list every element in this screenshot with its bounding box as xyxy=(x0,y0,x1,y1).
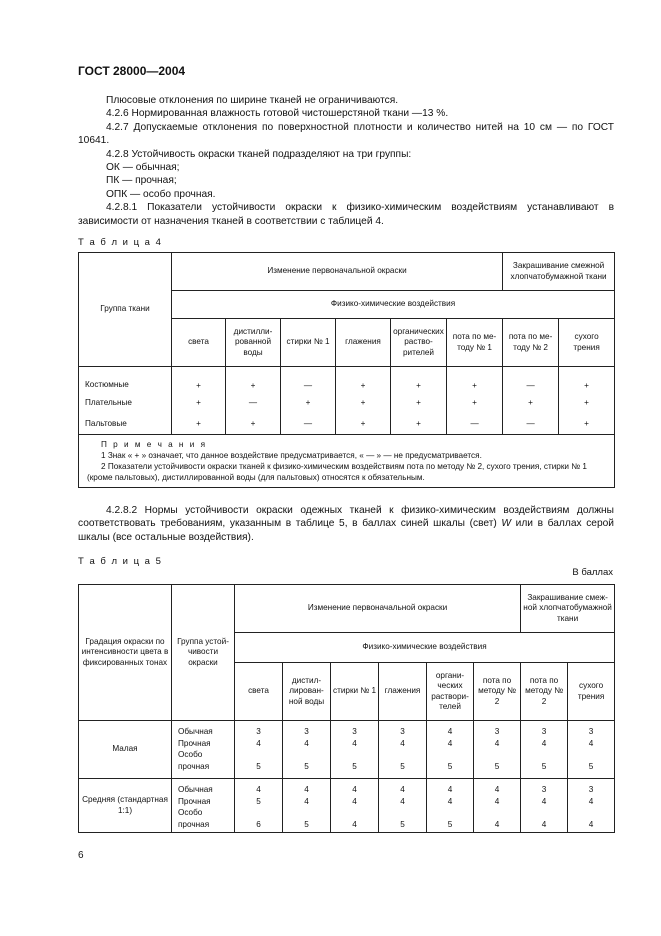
value: 4 xyxy=(447,785,453,794)
table4-cell: + xyxy=(172,367,226,393)
value: 4 xyxy=(494,819,500,829)
table4-cell: + xyxy=(226,414,281,435)
table4-col-header: органических растворителей xyxy=(391,319,447,367)
paragraph-4282 xyxy=(78,504,614,544)
value xyxy=(523,750,565,762)
value: 5 xyxy=(352,761,357,771)
value: 4 xyxy=(588,796,594,806)
table4-cell: — xyxy=(503,414,559,435)
table5-cell xyxy=(331,721,379,779)
table5-cell xyxy=(474,721,521,779)
value: 5 xyxy=(400,761,405,771)
group-label: прочная xyxy=(178,819,210,829)
table5-cell xyxy=(521,779,568,833)
paragraph: ОПК — особо прочная. xyxy=(106,188,216,200)
table5-cell xyxy=(235,779,283,833)
table4-cell: + xyxy=(172,393,226,414)
value: 5 xyxy=(447,761,453,771)
note: 2 Показатели устойчивости окраски тканей к физико-химическим воздействиям пота по методу № 2, сухого трения, стирки № 1 (кроме пальтовых), дистиллированной воды (для пальтовых) относятся к обязательным. xyxy=(87,462,587,482)
paragraph: Плюсовые отклонения по ширине тканей не ограничиваются. xyxy=(106,95,399,106)
table4-cell: + xyxy=(336,414,391,435)
value: 4 xyxy=(400,785,405,794)
table5-cell xyxy=(427,721,474,779)
table4-cell: + xyxy=(559,414,615,435)
value xyxy=(237,808,280,820)
note: 1 Знак « + » означает, что данное воздействие предусматривается, « — » — не предусматривается. xyxy=(101,451,482,460)
table-row xyxy=(79,393,615,414)
value: 4 xyxy=(588,819,594,829)
value: 3 xyxy=(256,727,261,736)
table4-phys-header: Физико-химические воздействия xyxy=(172,291,615,319)
table4-row-name: Пальтовые xyxy=(79,414,172,435)
table5-cell xyxy=(427,779,474,833)
table4-change-header: Изменение первоначальной окраски xyxy=(172,253,503,291)
table5-cell xyxy=(568,721,615,779)
table4-cell: + xyxy=(447,393,503,414)
table4-col-header: глажения xyxy=(336,319,391,367)
table4-group-header: Группа ткани xyxy=(79,253,172,367)
table5-cell xyxy=(568,779,615,833)
table4-cell: + xyxy=(391,367,447,393)
table5-change-header: Изменение первоначальной окраски xyxy=(235,585,521,633)
value: 4 xyxy=(541,738,547,748)
table4-cell: + xyxy=(391,393,447,414)
table5-col-header: сухого трения xyxy=(568,663,615,721)
group-label: Особо xyxy=(178,750,203,759)
value: 4 xyxy=(352,819,357,829)
value: 3 xyxy=(400,727,405,736)
paragraph-text: или в баллах серой шкалы (все остальные воздействия). xyxy=(78,518,615,543)
table5-groups xyxy=(172,721,235,779)
table5-cell xyxy=(283,721,331,779)
group-label: Обычная xyxy=(178,785,213,794)
table5-units: В баллах xyxy=(572,567,613,578)
value: 4 xyxy=(304,738,309,748)
value: 5 xyxy=(304,819,309,829)
value: 4 xyxy=(352,785,357,794)
table5-cell xyxy=(521,721,568,779)
table5-cell xyxy=(379,721,427,779)
value: 4 xyxy=(588,738,594,748)
value xyxy=(381,750,424,762)
table4-cell: + xyxy=(336,393,391,414)
value: 4 xyxy=(494,738,500,748)
table4-cell: + xyxy=(172,414,226,435)
table5-stain-header: Закрашивание смежной хлопчатобумажной ткани xyxy=(521,585,615,633)
page-number: 6 xyxy=(78,850,84,861)
table4-cell: — xyxy=(281,367,336,393)
value xyxy=(237,750,280,762)
notes-title: П р и м е ч а н и я xyxy=(101,440,208,449)
table4-cell: + xyxy=(559,393,615,414)
value: 4 xyxy=(400,796,405,806)
value xyxy=(429,750,471,762)
table4-cell: — xyxy=(503,367,559,393)
table5-cell xyxy=(474,779,521,833)
group-label: Прочная xyxy=(178,738,211,748)
table4-cell: + xyxy=(391,414,447,435)
value: 4 xyxy=(304,796,309,806)
value: 5 xyxy=(447,819,453,829)
table4-stain-header: Закрашивание смежной хлопчатобумажной ткани xyxy=(503,253,615,291)
paragraph: 4.2.8.1 Показатели устойчивости окраски к физико-химическим воздействиям устанавливают в зависимости от назначения тканей в соответствии с таблицей 4. xyxy=(78,202,614,227)
table4-cell: + xyxy=(226,367,281,393)
value: 3 xyxy=(352,727,357,736)
paragraph: 4.2.8 Устойчивость окраски тканей подразделяют на три группы: xyxy=(106,148,412,160)
table4-cell: + xyxy=(503,393,559,414)
value xyxy=(570,750,612,762)
table4-cell: + xyxy=(559,367,615,393)
table-row xyxy=(79,367,615,393)
table4-col-header: стирки № 1 xyxy=(281,319,336,367)
table5-gradation-header: Градация окраски по интенсивности цвета в фиксированных тонах xyxy=(79,585,172,721)
group-label: Прочная xyxy=(178,796,211,806)
value: 5 xyxy=(494,761,500,771)
value xyxy=(523,808,565,820)
table4 xyxy=(78,252,615,488)
value xyxy=(429,808,471,820)
table4-row-name: Плательные xyxy=(79,393,172,414)
group-label: прочная xyxy=(178,761,210,771)
value: 5 xyxy=(541,761,547,771)
value xyxy=(381,808,424,820)
table4-col-header: пота по методу № 1 xyxy=(447,319,503,367)
table4-cell: — xyxy=(281,414,336,435)
paragraph: 4.2.7 Допускаемые отклонения по поверхностной плотности и количество нитей на 10 см — по ГОСТ 10641. xyxy=(78,121,614,147)
value: 6 xyxy=(256,819,261,829)
table4-cell: + xyxy=(447,367,503,393)
paragraph: 4.2.6 Нормированная влажность готовой чистошерстяной ткани —13 %. xyxy=(106,108,449,120)
table-row xyxy=(79,721,615,779)
value: 4 xyxy=(447,796,453,806)
paragraph: ПК — прочная; xyxy=(106,175,177,187)
table-row xyxy=(79,414,615,435)
table4-notes xyxy=(79,435,615,488)
paragraph-symbol: W xyxy=(501,518,512,530)
table5-gradation: Средняя (стандартная 1:1) xyxy=(79,779,172,833)
table4-cell: — xyxy=(447,414,503,435)
table5-cell xyxy=(283,779,331,833)
table5-col-header: стирки № 1 xyxy=(331,663,379,721)
value: 4 xyxy=(494,785,500,794)
value: 4 xyxy=(304,785,309,794)
group-label: Особо xyxy=(178,808,203,817)
value xyxy=(285,750,328,762)
value: 5 xyxy=(304,761,309,771)
value: 3 xyxy=(588,727,594,736)
value: 4 xyxy=(447,727,453,736)
value: 3 xyxy=(304,727,309,736)
table4-col-header: сухого трения xyxy=(559,319,615,367)
value: 3 xyxy=(494,727,500,736)
value: 5 xyxy=(588,761,594,771)
value xyxy=(333,808,376,820)
value: 3 xyxy=(541,785,547,794)
value xyxy=(285,808,328,820)
table4-row-name: Костюмные xyxy=(79,367,172,393)
paragraph: ОК — обычная; xyxy=(106,162,180,174)
table5-groups xyxy=(172,779,235,833)
value: 5 xyxy=(400,819,405,829)
table5-col-header: пота по методу № 2 xyxy=(521,663,568,721)
table5-col-header: органических растворителей xyxy=(427,663,474,721)
value: 4 xyxy=(352,796,357,806)
value: 4 xyxy=(541,819,547,829)
value xyxy=(570,808,612,820)
table4-cell: — xyxy=(226,393,281,414)
table5-cell xyxy=(331,779,379,833)
value: 5 xyxy=(256,761,261,771)
value: 4 xyxy=(541,796,547,806)
value: 3 xyxy=(588,785,594,794)
document-header: ГОСТ 28000—2004 xyxy=(78,64,186,78)
table4-caption: Т а б л и ц а 4 xyxy=(78,237,163,248)
table4-col-header: дистиллированной воды xyxy=(226,319,281,367)
value: 4 xyxy=(352,738,357,748)
intro-text xyxy=(78,94,614,228)
value: 4 xyxy=(494,796,500,806)
table5-col-header: глажения xyxy=(379,663,427,721)
table-row xyxy=(79,779,615,833)
table5-cell xyxy=(379,779,427,833)
value: 4 xyxy=(256,738,261,748)
table5-gradation: Малая xyxy=(79,721,172,779)
table5-cell xyxy=(235,721,283,779)
value xyxy=(476,750,518,762)
value xyxy=(333,750,376,762)
value: 4 xyxy=(447,738,453,748)
table5 xyxy=(78,584,615,833)
table4-col-header: пота по методу № 2 xyxy=(503,319,559,367)
value: 3 xyxy=(541,727,547,736)
table4-col-header: света xyxy=(172,319,226,367)
table4-cell: + xyxy=(336,367,391,393)
value: 4 xyxy=(256,785,261,794)
table5-col-header: пота по методу № 2 xyxy=(474,663,521,721)
table5-phys-header: Физико-химические воздействия xyxy=(235,633,615,663)
value: 4 xyxy=(400,738,405,748)
group-label: Обычная xyxy=(178,727,213,736)
table4-cell: + xyxy=(281,393,336,414)
table5-group-header: Группа устойчивости окраски xyxy=(172,585,235,721)
value xyxy=(476,808,518,820)
table5-caption: Т а б л и ц а 5 xyxy=(78,556,163,567)
paragraph-text: 4.2.8.2 Нормы устойчивости окраски одежных тканей к физико-химическим воздействиям должны соответствовать требованиям, указанным в таблице 5, в баллах синей шкалы (свет) xyxy=(78,505,614,530)
table5-col-header: дистиллированной воды xyxy=(283,663,331,721)
value: 5 xyxy=(256,796,261,806)
table5-col-header: света xyxy=(235,663,283,721)
